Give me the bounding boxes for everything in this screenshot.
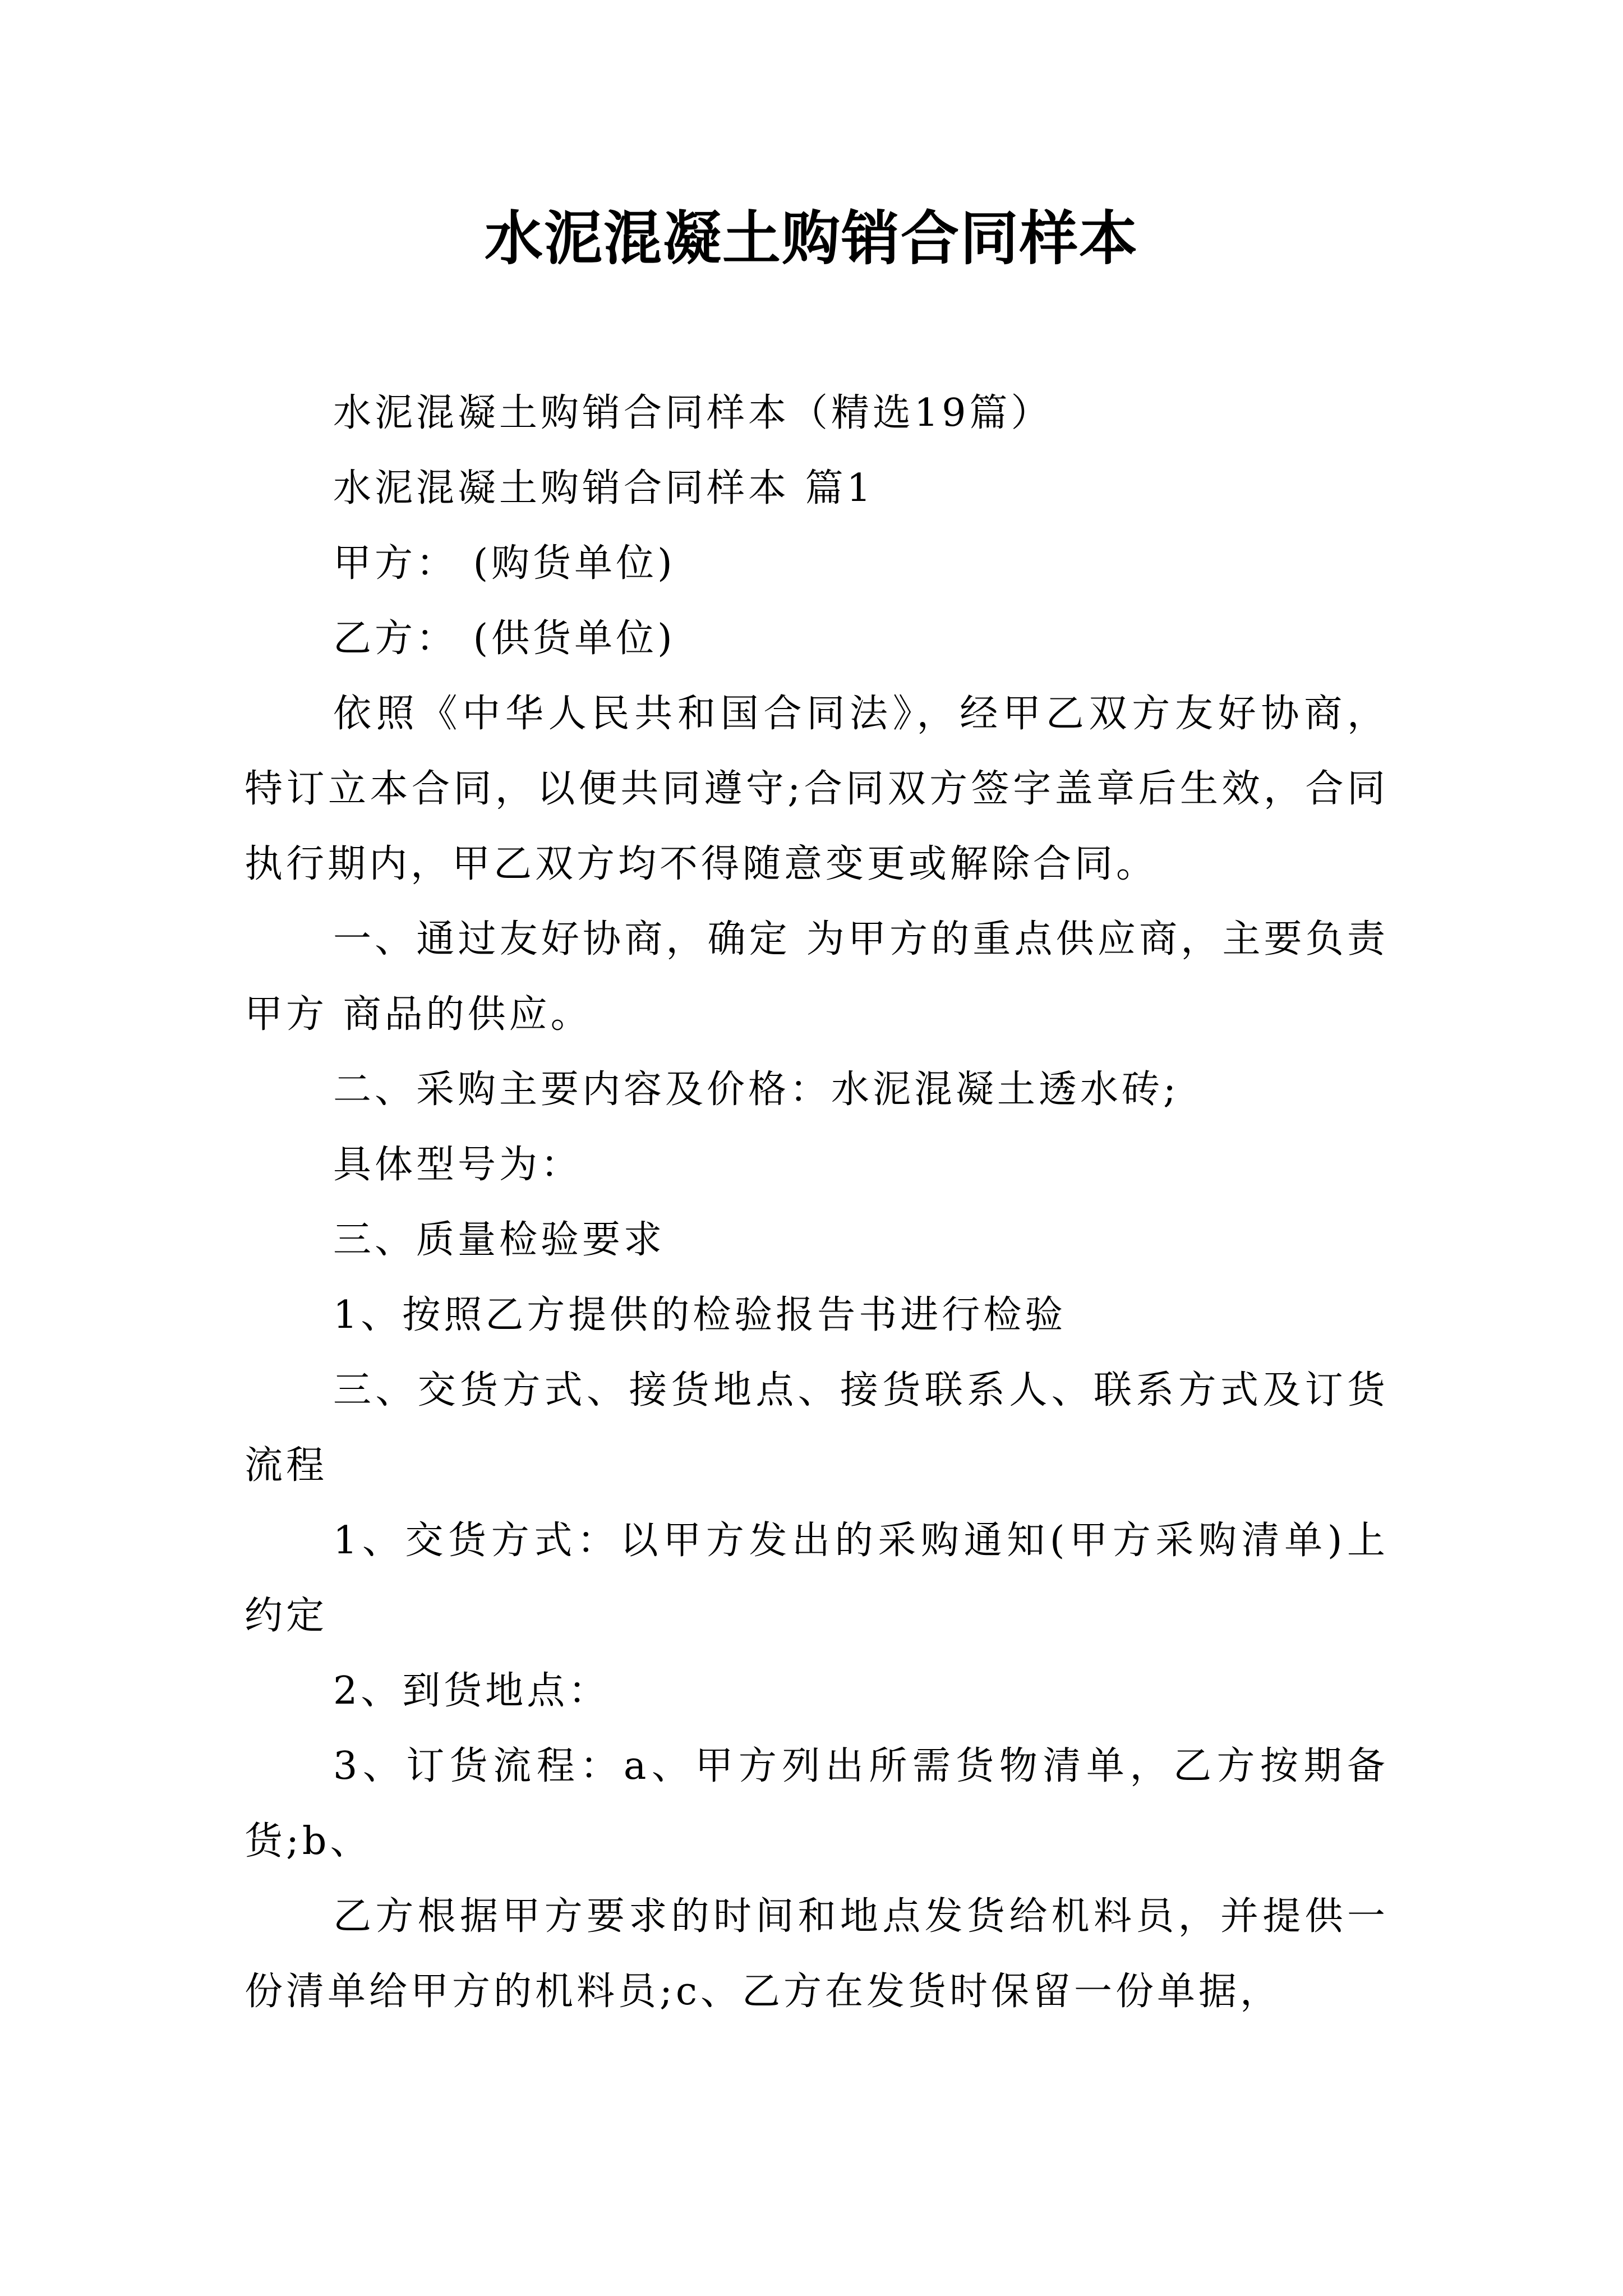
shipping-paragraph: 乙方根据甲方要求的时间和地点发货给机料员，并提供一份清单给甲方的机料员;c、乙方在发货时保留一份单据，	[245, 1894, 1389, 2014]
inspection-item: 1、按照乙方提供的检验报告书进行检验	[333, 1293, 1067, 1337]
document-body	[245, 376, 1389, 2030]
party-b-line: 乙方： (供货单位)	[333, 616, 676, 661]
party-a-line: 甲方： (购货单位)	[333, 541, 676, 586]
model-line: 具体型号为：	[333, 1143, 583, 1187]
delivery-location-item: 2、到货地点：	[333, 1669, 610, 1713]
clause-1: 一、通过友好协商，确定 为甲方的重点供应商，主要负责甲方 商品的供应。	[245, 917, 1389, 1037]
ordering-process-item: 3、订货流程：a、甲方列出所需货物清单，乙方按期备货;b、	[245, 1744, 1389, 1864]
delivery-method-item: 1、交货方式：以甲方发出的采购通知(甲方采购清单)上约定	[245, 1519, 1389, 1638]
delivery-heading: 三、交货方式、接货地点、接货联系人、联系方式及订货流程	[245, 1368, 1389, 1488]
subtitle-line: 水泥混凝土购销合同样本（精选19篇）	[333, 391, 1053, 435]
clause-3-heading: 三、质量检验要求	[333, 1218, 666, 1262]
section-heading: 水泥混凝土购销合同样本 篇1	[333, 466, 874, 510]
preamble-paragraph: 依照《中华人民共和国合同法》，经甲乙双方友好协商，特订立本合同，以便共同遵守;合同双方签字盖章后生效，合同执行期内，甲乙双方均不得随意变更或解除合同。	[245, 692, 1389, 886]
document-title: 水泥混凝土购销合同样本	[484, 204, 1138, 273]
clause-2: 二、采购主要内容及价格：水泥混凝土透水砖;	[333, 1068, 1179, 1112]
